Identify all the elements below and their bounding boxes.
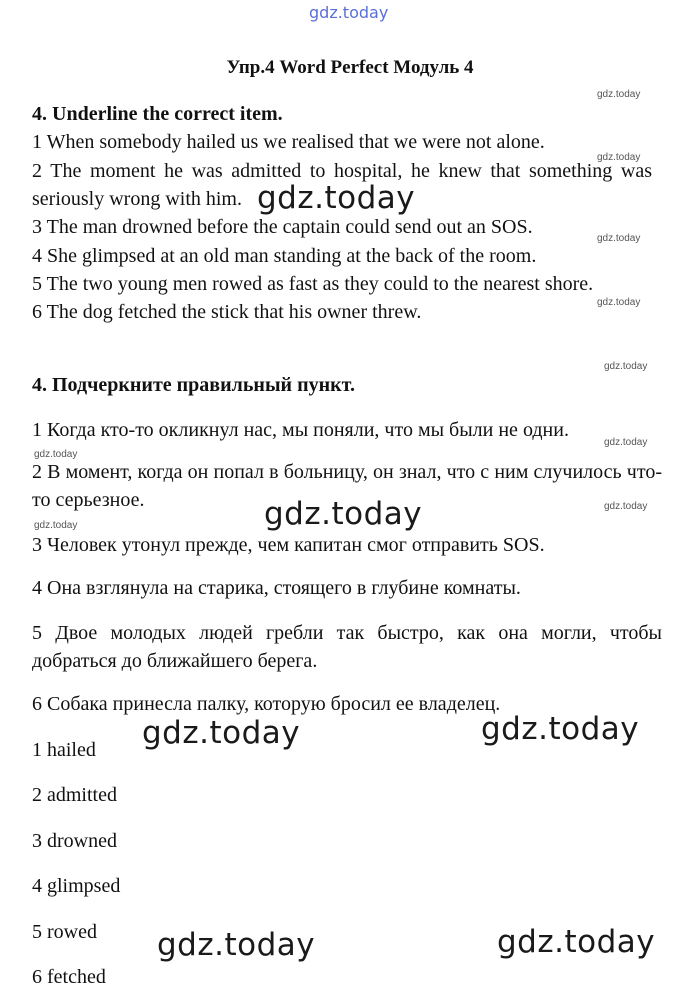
russian-item-2: 2 В момент, когда он попал в больницу, он знал, что с ним случилось что-то серьезное. [32, 461, 662, 511]
russian-heading: 4. Подчеркните правильный пункт. [32, 374, 355, 396]
watermark-large: gdz.today [142, 715, 301, 751]
russian-item-4: 4 Она взглянула на старика, стоящего в глубине комнаты. [32, 577, 521, 599]
page-title: Упр.4 Word Perfect Модуль 4 [226, 57, 474, 78]
english-item-4: 4 She glimpsed at an old man standing at the back of the room. [32, 245, 537, 267]
watermark-small: gdz.today [34, 449, 78, 460]
english-item-5: 5 The two young men rowed as fast as they could to the nearest shore. [32, 273, 594, 295]
watermark-large: gdz.today [157, 927, 316, 963]
watermark-small: gdz.today [597, 233, 641, 244]
site-logo[interactable]: gdz.today [309, 3, 389, 22]
russian-item-6: 6 Собака принесла палку, которую бросил ее владелец. [32, 693, 501, 715]
watermark-small: gdz.today [604, 437, 648, 448]
answer-4: 4 glimpsed [32, 875, 121, 897]
watermark-large: gdz.today [497, 924, 656, 960]
answer-3: 3 drowned [32, 830, 117, 852]
watermark-large: gdz.today [264, 496, 423, 532]
russian-item-3: 3 Человек утонул прежде, чем капитан смог отправить SOS. [32, 534, 545, 556]
answer-6: 6 fetched [32, 966, 106, 988]
answer-5: 5 rowed [32, 921, 97, 943]
russian-item-5: 5 Двое молодых людей гребли так быстро, как она могли, чтобы добраться до ближайшего берега. [32, 622, 662, 672]
english-item-1: 1 When somebody hailed us we realised that we were not alone. [32, 131, 545, 153]
watermark-small: gdz.today [34, 520, 78, 531]
watermark-small: gdz.today [597, 89, 641, 100]
answer-2: 2 admitted [32, 784, 117, 806]
watermark-small: gdz.today [604, 361, 648, 372]
watermark-small: gdz.today [604, 501, 648, 512]
english-heading: 4. Underline the correct item. [32, 103, 283, 125]
watermark-large: gdz.today [257, 180, 416, 216]
english-item-6: 6 The dog fetched the stick that his owner threw. [32, 301, 422, 323]
watermark-small: gdz.today [597, 152, 641, 163]
watermark-small: gdz.today [597, 297, 641, 308]
watermark-large: gdz.today [481, 711, 640, 747]
english-item-2: 2 The moment he was admitted to hospital, he knew that something was seriously wrong with him. [32, 160, 652, 210]
answer-1: 1 hailed [32, 739, 96, 761]
russian-item-1: 1 Когда кто-то окликнул нас, мы поняли, что мы были не одни. [32, 419, 569, 441]
english-item-3: 3 The man drowned before the captain could send out an SOS. [32, 216, 533, 238]
